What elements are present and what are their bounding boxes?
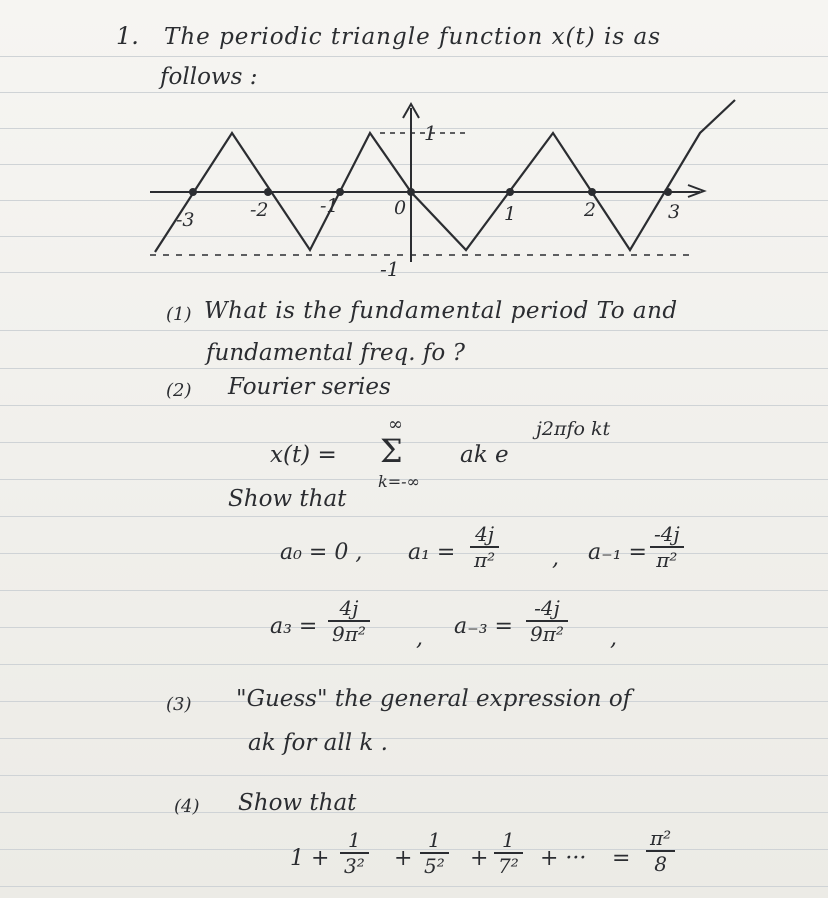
- fraction-denominator: π²: [474, 548, 496, 572]
- fraction-numerator: 4j: [339, 596, 359, 620]
- ruled-line: [0, 330, 828, 331]
- x-tick-label: -3: [176, 209, 195, 231]
- sum-symbol: Σ: [380, 432, 403, 470]
- x-tick-label: 0: [394, 197, 407, 219]
- sum-ellipsis: + ···: [540, 846, 587, 871]
- zero-crossing-dot: [189, 188, 197, 196]
- ruled-line: [0, 442, 828, 443]
- zero-crossing-dot: [506, 188, 514, 196]
- fraction-numerator: 1: [428, 828, 441, 852]
- equals-sign: =: [612, 846, 631, 871]
- part3-line-2: ak for all k .: [248, 730, 388, 756]
- coef-a3-lhs: a₃ =: [270, 614, 318, 639]
- fraction-numerator: -4j: [534, 596, 560, 620]
- ruled-line: [0, 368, 828, 369]
- x-tick-label: -1: [320, 195, 339, 217]
- part1-label: (1): [166, 304, 192, 325]
- fraction-denominator: 5²: [424, 854, 445, 878]
- zero-crossing-dot: [264, 188, 272, 196]
- intro-line-1: The periodic triangle function x(t) is as: [164, 24, 662, 50]
- triangle-wave-graph: [0, 0, 828, 300]
- coef-am3-lhs: a₋₃ =: [454, 614, 513, 639]
- sum-one-plus: 1 +: [290, 846, 330, 871]
- part3-line-1: "Guess" the general expression of: [236, 686, 632, 712]
- fraction-numerator: π²: [650, 826, 672, 850]
- ruled-line: [0, 405, 828, 406]
- sum-upper-limit: ∞: [388, 414, 403, 435]
- fraction-denominator: π²: [656, 548, 678, 572]
- problem-number: 1.: [116, 22, 139, 50]
- plus-sign: +: [470, 846, 489, 871]
- x-tick-label: 1: [504, 203, 517, 225]
- coef-a1-lhs: a₁ =: [408, 540, 456, 565]
- comma: ,: [610, 626, 617, 651]
- part2-title: Fourier series: [228, 374, 391, 400]
- ruled-line: [0, 849, 828, 850]
- y-tick-top: 1: [424, 121, 437, 145]
- coef-am1-lhs: a₋₁ =: [588, 540, 647, 565]
- zero-crossing-dot: [407, 188, 415, 196]
- sum-lower-limit: k=-∞: [378, 472, 420, 491]
- ruled-line: [0, 775, 828, 776]
- series-exponent: j2πfo kt: [536, 418, 611, 440]
- x-tick-label: 3: [668, 201, 681, 223]
- fraction-numerator: 4j: [475, 522, 495, 546]
- fraction-numerator: 1: [502, 828, 515, 852]
- ruled-line: [0, 886, 828, 887]
- zero-crossing-dot: [588, 188, 596, 196]
- fraction-denominator: 9π²: [332, 622, 366, 646]
- part2-label: (2): [166, 380, 192, 401]
- comma: ,: [416, 626, 423, 651]
- y-tick-bottom: -1: [380, 257, 400, 281]
- plus-sign: +: [394, 846, 413, 871]
- fraction-denominator: 3²: [344, 854, 365, 878]
- rhs-fraction: [646, 826, 675, 876]
- term-2-fraction: [420, 828, 449, 878]
- triangle-wave: [155, 100, 735, 252]
- ruled-line: [0, 664, 828, 665]
- coef-a3-fraction: [328, 596, 370, 646]
- ruled-line: [0, 516, 828, 517]
- fraction-numerator: 1: [348, 828, 361, 852]
- comma: ,: [552, 546, 559, 571]
- x-tick-label: -2: [250, 199, 269, 221]
- x-tick-label: 2: [584, 199, 597, 221]
- fraction-numerator: -4j: [654, 522, 680, 546]
- part3-label: (3): [166, 694, 192, 715]
- zero-crossing-dot: [664, 188, 672, 196]
- ruled-line: [0, 738, 828, 739]
- coef-a0: a₀ = 0 ,: [280, 540, 363, 565]
- fraction-denominator: 9π²: [530, 622, 564, 646]
- ruled-line: [0, 812, 828, 813]
- part1-line-2: fundamental freq. fo ?: [206, 340, 465, 366]
- part4-label: (4): [174, 796, 200, 817]
- ruled-line: [0, 590, 828, 591]
- fraction-denominator: 8: [654, 852, 667, 876]
- intro-line-2: follows :: [160, 64, 258, 90]
- part1-line-1: What is the fundamental period To and: [204, 298, 678, 324]
- coef-a1-fraction: [470, 522, 499, 572]
- series-term: ak e: [460, 442, 509, 468]
- coef-am3-fraction: [526, 596, 568, 646]
- term-1-fraction: [340, 828, 369, 878]
- coef-am1-fraction: [650, 522, 684, 572]
- fraction-denominator: 7²: [498, 854, 519, 878]
- series-lhs: x(t) =: [270, 442, 337, 468]
- show-that-label: Show that: [228, 486, 347, 512]
- term-3-fraction: [494, 828, 523, 878]
- ruled-line: [0, 627, 828, 628]
- part4-show-that: Show that: [238, 790, 357, 816]
